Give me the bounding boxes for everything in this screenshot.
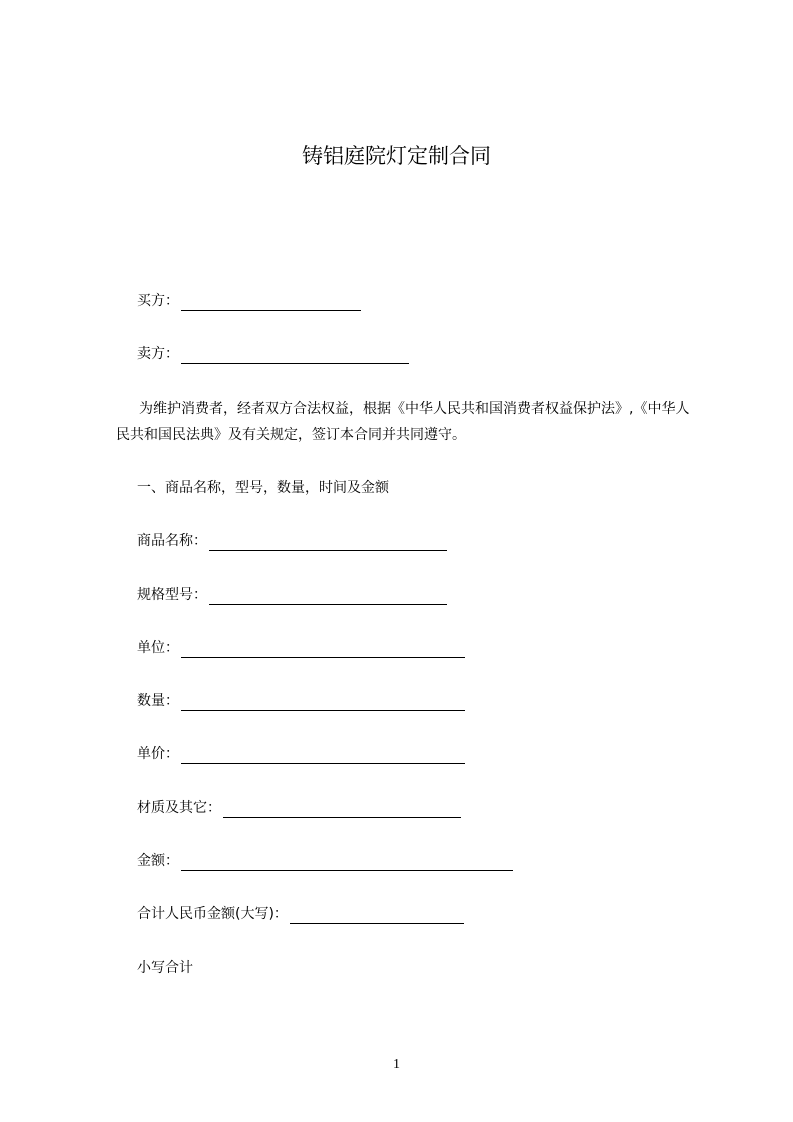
page-number: 1	[393, 1057, 400, 1072]
quantity-line	[137, 691, 465, 711]
quantity-label: 数量：	[137, 693, 179, 709]
amount-line	[137, 851, 513, 871]
seller-line	[137, 344, 409, 364]
total-upper-line	[137, 904, 464, 924]
total-upper-blank[interactable]	[290, 908, 464, 924]
seller-label: 卖方：	[137, 346, 179, 362]
amount-label: 金额：	[137, 853, 179, 869]
unit-blank[interactable]	[181, 642, 465, 658]
material-label: 材质及其它：	[137, 800, 221, 816]
spec-model-label: 规格型号：	[137, 587, 207, 603]
lowercase-total-label: 小写合计	[137, 960, 193, 976]
product-name-blank[interactable]	[209, 535, 447, 551]
section1-heading-text: 一、商品名称，型号，数量，时间及金额	[137, 480, 389, 496]
seller-blank[interactable]	[181, 348, 409, 364]
lowercase-total-line	[137, 958, 193, 978]
spec-model-blank[interactable]	[209, 589, 447, 605]
unit-price-label: 单价：	[137, 746, 179, 762]
amount-blank[interactable]	[181, 855, 513, 871]
intro-paragraph: 为维护消费者，经者双方合法权益，根据《中华人民共和国消费者权益保护法》,《中华人民共和国民法典》及有关规定，签订本合同并共同遵守。	[116, 401, 690, 443]
total-upper-label: 合计人民币金额(大写)：	[137, 906, 288, 922]
product-name-line	[137, 531, 447, 551]
section1-heading	[137, 478, 389, 498]
quantity-blank[interactable]	[181, 695, 465, 711]
buyer-blank[interactable]	[181, 295, 361, 311]
buyer-line	[137, 291, 361, 311]
document-title: 铸铝庭院灯定制合同	[302, 144, 491, 168]
buyer-label: 买方：	[137, 293, 179, 309]
unit-label: 单位：	[137, 640, 179, 656]
spec-model-line	[137, 585, 447, 605]
unit-price-line	[137, 744, 465, 764]
material-blank[interactable]	[223, 802, 461, 818]
product-name-label: 商品名称：	[137, 533, 207, 549]
unit-line	[137, 638, 465, 658]
material-line	[137, 798, 461, 818]
unit-price-blank[interactable]	[181, 748, 465, 764]
